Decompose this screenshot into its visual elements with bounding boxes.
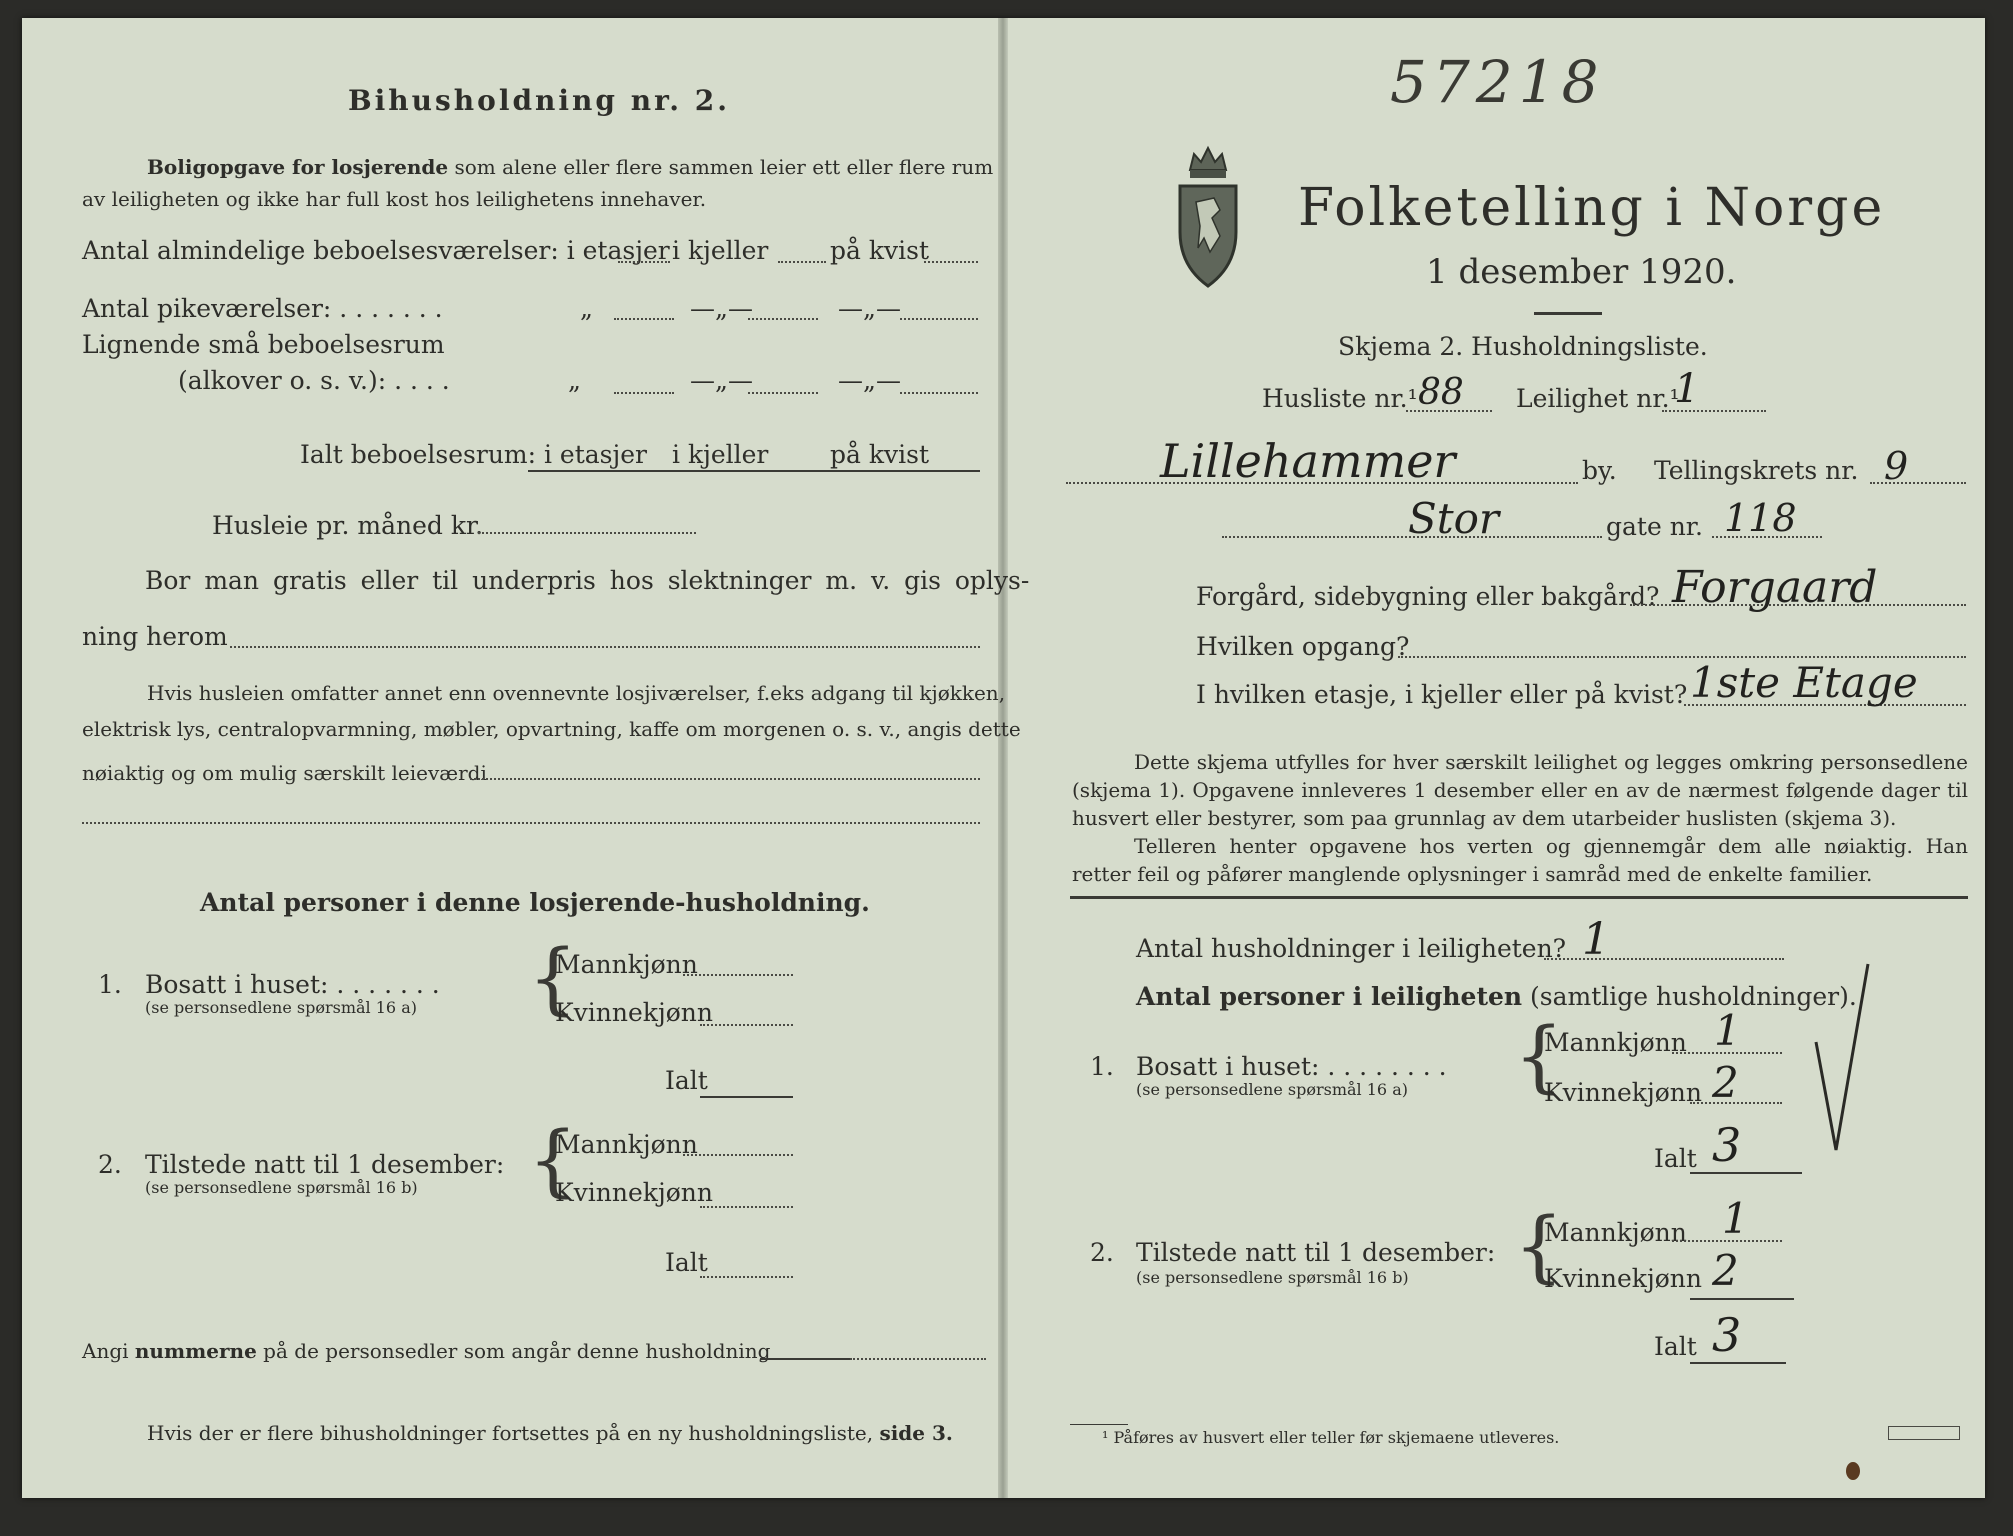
hvis-line-3: nøiaktig og om mulig særskilt leieværdi	[82, 761, 487, 785]
quote-mark: „	[580, 294, 593, 323]
label-mannkjonn: Mannkjønn	[555, 1130, 698, 1159]
by-value: Lillehammer	[1160, 434, 1456, 488]
q1-label: Bosatt i huset: . . . . . . .	[145, 970, 440, 999]
q2-sub: (se personsedlene spørsmål 16 b)	[145, 1178, 418, 1197]
label-forgaard: Forgård, sidebygning eller bakgård?	[1196, 582, 1660, 611]
label-mannkjonn: Mannkjønn	[555, 950, 698, 979]
q2-label: Tilstede natt til 1 desember:	[145, 1150, 505, 1179]
q1-mann-value: 1	[1714, 1006, 1741, 1055]
label-husliste: Husliste nr.¹	[1262, 384, 1418, 413]
label-ialt: Ialt	[665, 1066, 708, 1095]
q1-kvinne-value: 2	[1712, 1058, 1739, 1107]
field-q2-mann[interactable]	[683, 1154, 793, 1156]
field-leievaerdi[interactable]	[470, 778, 980, 780]
field-bor-gratis[interactable]	[230, 646, 980, 648]
field-kjeller[interactable]	[778, 261, 826, 263]
label-kvinnekjonn: Kvinnekjønn	[555, 998, 713, 1027]
brace: {	[528, 1116, 578, 1206]
field-angi[interactable]	[760, 1358, 850, 1360]
q1-label: Bosatt i huset: . . . . . . . .	[1136, 1052, 1447, 1081]
label-ialt: Ialt	[1654, 1144, 1697, 1173]
q2-ialt-value: 3	[1712, 1308, 1742, 1362]
q1-ialt-value: 3	[1712, 1118, 1742, 1172]
label-mannkjonn: Mannkjønn	[1544, 1028, 1687, 1057]
label-kvinnekjonn: Kvinnekjønn	[1544, 1078, 1702, 1107]
field-pike-etasjer[interactable]	[614, 318, 674, 320]
q1-number: 1.	[1090, 1052, 1114, 1081]
label-antal-almindelige: Antal almindelige beboelsesværelser: i etasjer	[82, 236, 670, 265]
antal-personer-heading: Antal personer i leiligheten (samtlige husholdninger).	[1136, 982, 1857, 1011]
field-leievaerdi-2[interactable]	[82, 822, 980, 824]
intro-bold: Boligopgave for losjerende som alene eller flere sammen leier ett eller flere rum	[147, 155, 994, 179]
ink-blot	[1846, 1462, 1860, 1480]
label-opgang: Hvilken opgang?	[1196, 632, 1410, 661]
field-etasjer[interactable]	[618, 261, 670, 263]
etasje-value: 1ste Etage	[1690, 658, 1918, 707]
label-ialt: Ialt	[665, 1248, 708, 1277]
q1-number: 1.	[98, 970, 122, 999]
field-q1-ialt[interactable]	[1690, 1172, 1802, 1174]
brace: {	[1514, 1202, 1564, 1292]
footnote: ¹ Påføres av husvert eller teller før skjemaene utleveres.	[1102, 1428, 1560, 1447]
coat-of-arms-icon	[1176, 140, 1240, 290]
label-tellingskrets: Tellingskrets nr.	[1654, 456, 1859, 485]
field-q2-kvinne[interactable]	[700, 1206, 793, 1208]
field-q1-mann[interactable]	[683, 974, 793, 976]
dash-quote: —„—	[690, 366, 753, 395]
q1-sub: (se personsedlene spørsmål 16 a)	[1136, 1080, 1408, 1099]
label-paa-kvist: på kvist	[830, 440, 929, 469]
brace: {	[1514, 1012, 1564, 1102]
footnote-rule	[1070, 1424, 1128, 1425]
intro-line-2: av leiligheten og ikke har full kost hos leilighetens innehaver.	[82, 187, 707, 211]
label-paa-kvist: på kvist	[830, 236, 929, 265]
antal-husholdninger-value: 1	[1582, 914, 1610, 965]
dash-quote: —„—	[838, 294, 901, 323]
angi-nummerne: Angi nummerne på de personsedler som angår denne husholdning	[82, 1339, 771, 1363]
tellingskrets-value: 9	[1884, 444, 1909, 488]
field-angi-2[interactable]	[850, 1358, 986, 1360]
brace: {	[528, 934, 578, 1024]
q2-number: 2.	[1090, 1238, 1114, 1267]
q2-number: 2.	[98, 1150, 122, 1179]
right-title: Folketelling i Norge	[1298, 178, 1886, 238]
field-q2-ialt[interactable]	[1690, 1362, 1786, 1364]
check-mark-icon	[1808, 950, 1888, 1160]
label-lignende: Lignende små beboelsesrum	[82, 330, 445, 359]
label-etasje: I hvilken etasje, i kjeller eller på kvist?	[1196, 680, 1688, 709]
printer-stamp	[1888, 1426, 1960, 1440]
label-i-kjeller: i kjeller	[672, 236, 769, 265]
field-q2-ialt[interactable]	[700, 1276, 793, 1278]
field-q2-kvinne[interactable]	[1690, 1298, 1794, 1300]
page-fold	[998, 18, 1008, 1498]
label-ialt: Ialt	[1654, 1332, 1697, 1361]
quote-mark: „	[568, 366, 581, 395]
census-date: 1 desember 1920.	[1426, 252, 1737, 292]
field-kvist[interactable]	[924, 261, 978, 263]
label-gate-nr: gate nr.	[1606, 512, 1703, 541]
field-alkover-kjeller[interactable]	[748, 392, 818, 394]
archive-number: 57218	[1390, 48, 1605, 116]
label-herom: ning herom	[82, 622, 228, 651]
q1-sub: (se personsedlene spørsmål 16 a)	[145, 998, 417, 1017]
field-q1-ialt[interactable]	[700, 1096, 793, 1098]
husliste-value: 88	[1418, 372, 1464, 413]
field-antal-husholdninger[interactable]	[1544, 958, 1784, 960]
section-divider	[1070, 896, 1968, 899]
hvis-line-1: Hvis husleien omfatter annet enn ovennevnte losjiværelser, f.eks adgang til kjøkken,	[147, 681, 1006, 705]
gate-nr-value: 118	[1724, 496, 1797, 540]
field-alkover-kvist[interactable]	[900, 392, 978, 394]
label-bor-gratis: Bor man gratis eller til underpris hos slektninger m. v. gis oplys-	[145, 566, 1030, 595]
label-husleie: Husleie pr. måned kr.	[212, 511, 484, 540]
skjema-label: Skjema 2. Husholdningsliste.	[1338, 332, 1708, 361]
left-section-heading: Antal personer i denne losjerende-husholdning.	[200, 888, 870, 917]
label-i-kjeller: i kjeller	[672, 440, 769, 469]
dash-quote: —„—	[690, 294, 753, 323]
label-mannkjonn: Mannkjønn	[1544, 1218, 1687, 1247]
left-title: Bihusholdning nr. 2.	[348, 84, 730, 117]
q2-label: Tilstede natt til 1 desember:	[1136, 1238, 1496, 1267]
info-paragraph-2: Telleren henter opgavene hos verten og gjennemgår dem alle nøiaktig. Han retter feil og påfører manglende oplysninger i samråd med de enkelte familier.	[1072, 834, 1968, 886]
label-leilighet: Leilighet nr.¹	[1516, 384, 1680, 413]
forgaard-value: Forgaard	[1672, 562, 1878, 613]
field-pike-kjeller[interactable]	[748, 318, 818, 320]
field-husleie[interactable]	[478, 532, 696, 534]
q2-sub: (se personsedlene spørsmål 16 b)	[1136, 1268, 1409, 1287]
label-alkover: (alkover o. s. v.): . . . .	[178, 366, 450, 395]
field-q1-kvinne[interactable]	[700, 1024, 793, 1026]
field-pike-kvist[interactable]	[900, 318, 978, 320]
leilighet-value: 1	[1674, 366, 1700, 412]
label-by: by.	[1582, 456, 1617, 485]
label-kvinnekjonn: Kvinnekjønn	[555, 1178, 713, 1207]
q2-mann-value: 1	[1722, 1194, 1749, 1243]
hvis-line-2: elektrisk lys, centralopvarmning, møbler, opvartning, kaffe om morgenen o. s. v., angis dette	[82, 717, 1021, 741]
label-pikevaerelser: Antal pikeværelser: . . . . . . .	[82, 294, 443, 323]
dash-quote: —„—	[838, 366, 901, 395]
label-kvinnekjonn: Kvinnekjønn	[1544, 1264, 1702, 1293]
gate-value: Stor	[1408, 494, 1500, 543]
q2-kvinne-value: 2	[1712, 1246, 1739, 1295]
label-antal-husholdninger: Antal husholdninger i leiligheten?	[1136, 934, 1567, 963]
ialt-underline[interactable]	[528, 470, 980, 472]
title-rule	[1534, 312, 1602, 315]
label-ialt-beboelsesrum: Ialt beboelsesrum: i etasjer	[300, 440, 648, 469]
fortsett-note: Hvis der er flere bihusholdninger fortsettes på en ny husholdningsliste, side 3.	[147, 1421, 953, 1445]
info-paragraph-1: Dette skjema utfylles for hver særskilt leilighet og legges omkring personsedlene (skjema 1). Opgavene innleveres 1 desember eller en av de nærmest følgende dager til husvert eller bestyrer, som paa grunnlag av dem utarbeider huslisten (skjema 3).	[1072, 750, 1968, 830]
field-alkover-etasjer[interactable]	[614, 392, 674, 394]
